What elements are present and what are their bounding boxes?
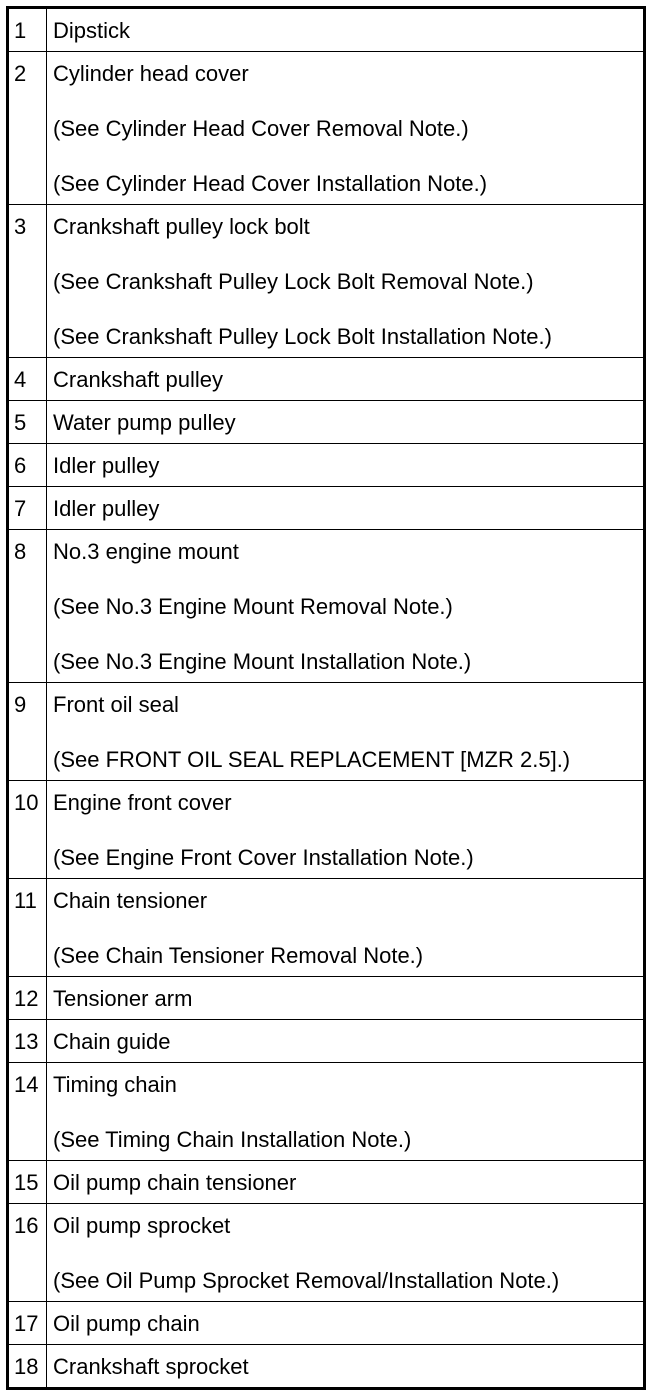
table-row bbox=[8, 8, 645, 52]
part-number: 12 bbox=[8, 977, 47, 1020]
part-number: 8 bbox=[8, 530, 47, 683]
table-row bbox=[8, 977, 645, 1020]
table-row bbox=[8, 1020, 645, 1063]
table-row bbox=[8, 401, 645, 444]
table-row bbox=[8, 879, 645, 977]
part-note-link[interactable]: (See Oil Pump Sprocket Removal/Installation Note.) bbox=[53, 1268, 560, 1293]
part-description bbox=[47, 358, 645, 401]
part-name: Oil pump chain bbox=[53, 1311, 200, 1336]
part-number: 4 bbox=[8, 358, 47, 401]
part-note-link[interactable]: (See No.3 Engine Mount Installation Note.) bbox=[53, 649, 472, 674]
part-name: Crankshaft pulley lock bolt bbox=[53, 214, 310, 239]
part-description bbox=[47, 401, 645, 444]
part-number: 18 bbox=[8, 1345, 47, 1389]
table-row bbox=[8, 530, 645, 683]
part-note-link[interactable]: (See Cylinder Head Cover Installation Note.) bbox=[53, 171, 488, 196]
part-number: 3 bbox=[8, 205, 47, 358]
table-row bbox=[8, 1345, 645, 1389]
part-name: Front oil seal bbox=[53, 692, 179, 717]
parts-table-body bbox=[8, 8, 645, 1389]
part-description bbox=[47, 52, 645, 205]
table-row bbox=[8, 444, 645, 487]
part-number: 15 bbox=[8, 1161, 47, 1204]
part-number: 10 bbox=[8, 781, 47, 879]
table-row bbox=[8, 358, 645, 401]
part-note-link[interactable]: (See Timing Chain Installation Note.) bbox=[53, 1127, 412, 1152]
part-number: 14 bbox=[8, 1063, 47, 1161]
part-description bbox=[47, 1020, 645, 1063]
table-row bbox=[8, 52, 645, 205]
part-description bbox=[47, 1204, 645, 1302]
table-row bbox=[8, 781, 645, 879]
part-number: 6 bbox=[8, 444, 47, 487]
part-description bbox=[47, 879, 645, 977]
part-description bbox=[47, 781, 645, 879]
part-note-link[interactable]: (See FRONT OIL SEAL REPLACEMENT [MZR 2.5].) bbox=[53, 747, 571, 772]
part-number: 2 bbox=[8, 52, 47, 205]
part-note-link[interactable]: (See Chain Tensioner Removal Note.) bbox=[53, 943, 424, 968]
part-number: 7 bbox=[8, 487, 47, 530]
part-number: 1 bbox=[8, 8, 47, 52]
part-name: Idler pulley bbox=[53, 453, 160, 478]
part-name: Oil pump chain tensioner bbox=[53, 1170, 297, 1195]
part-note-link[interactable]: (See No.3 Engine Mount Removal Note.) bbox=[53, 594, 453, 619]
part-name: Crankshaft sprocket bbox=[53, 1354, 249, 1379]
table-row bbox=[8, 205, 645, 358]
part-description bbox=[47, 1063, 645, 1161]
table-row bbox=[8, 1302, 645, 1345]
part-description bbox=[47, 8, 645, 52]
part-name: No.3 engine mount bbox=[53, 539, 239, 564]
part-number: 5 bbox=[8, 401, 47, 444]
table-row bbox=[8, 487, 645, 530]
part-name: Chain guide bbox=[53, 1029, 171, 1054]
part-description bbox=[47, 683, 645, 781]
table-row bbox=[8, 1161, 645, 1204]
part-name: Dipstick bbox=[53, 18, 131, 43]
parts-table bbox=[6, 6, 646, 1390]
part-name: Engine front cover bbox=[53, 790, 232, 815]
part-description bbox=[47, 1161, 645, 1204]
part-description bbox=[47, 205, 645, 358]
part-number: 11 bbox=[8, 879, 47, 977]
part-name: Chain tensioner bbox=[53, 888, 208, 913]
part-description bbox=[47, 444, 645, 487]
part-name: Water pump pulley bbox=[53, 410, 236, 435]
part-note-link[interactable]: (See Engine Front Cover Installation Note.) bbox=[53, 845, 474, 870]
part-note-link[interactable]: (See Crankshaft Pulley Lock Bolt Installation Note.) bbox=[53, 324, 552, 349]
part-name: Cylinder head cover bbox=[53, 61, 249, 86]
part-name: Oil pump sprocket bbox=[53, 1213, 231, 1238]
part-name: Timing chain bbox=[53, 1072, 177, 1097]
part-description bbox=[47, 487, 645, 530]
table-row bbox=[8, 1063, 645, 1161]
part-description bbox=[47, 977, 645, 1020]
part-description bbox=[47, 1302, 645, 1345]
part-name: Tensioner arm bbox=[53, 986, 193, 1011]
part-note-link[interactable]: (See Crankshaft Pulley Lock Bolt Removal Note.) bbox=[53, 269, 534, 294]
part-name: Idler pulley bbox=[53, 496, 160, 521]
part-description bbox=[47, 530, 645, 683]
part-number: 17 bbox=[8, 1302, 47, 1345]
table-row bbox=[8, 683, 645, 781]
part-name: Crankshaft pulley bbox=[53, 367, 223, 392]
table-row bbox=[8, 1204, 645, 1302]
part-description bbox=[47, 1345, 645, 1389]
part-number: 16 bbox=[8, 1204, 47, 1302]
part-number: 13 bbox=[8, 1020, 47, 1063]
part-number: 9 bbox=[8, 683, 47, 781]
part-note-link[interactable]: (See Cylinder Head Cover Removal Note.) bbox=[53, 116, 469, 141]
